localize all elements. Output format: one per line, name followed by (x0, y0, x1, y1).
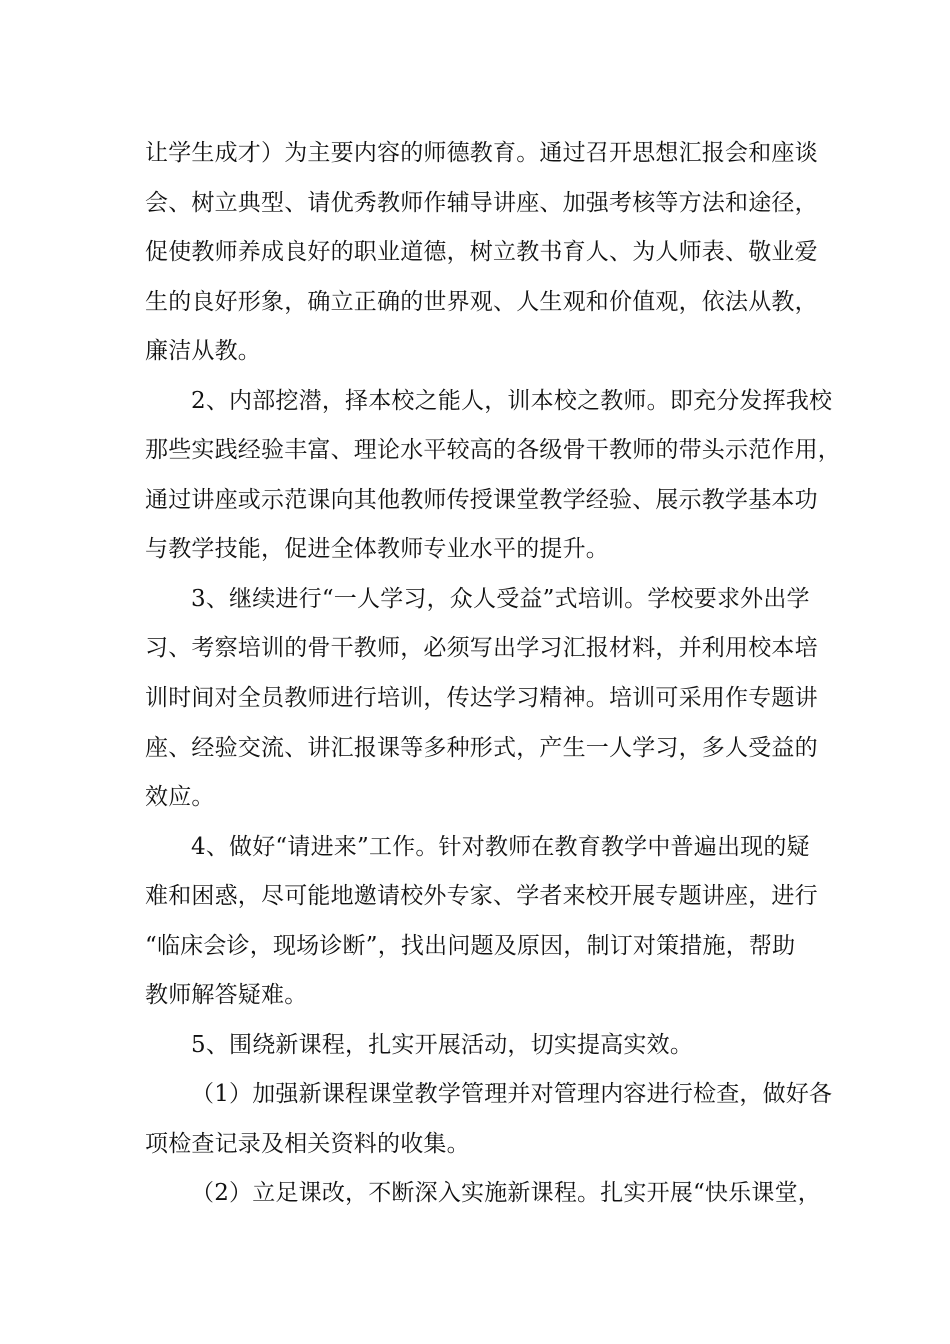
paragraph-first-line: 3、继续进行“一人学习，众人受益”式培训。学校要求外出学 (191, 585, 810, 612)
text-line: 教师解答疑难。 (145, 982, 308, 1009)
text-line: 习、考察培训的骨干教师，必须写出学习汇报材料，并利用校本培 (145, 635, 818, 662)
text-line: 通过讲座或示范课向其他教师传授课堂教学经验、展示教学基本功 (145, 486, 818, 513)
paragraph-first-line: 4、做好“请进来”工作。针对教师在教育教学中普遍出现的疑 (191, 833, 810, 860)
paragraph-first-line: （2）立足课改，不断深入实施新课程。扎实开展“快乐课堂， (191, 1180, 821, 1207)
text-line: 廉洁从教。 (145, 338, 261, 365)
text-line: 促使教师养成良好的职业道德，树立教书育人、为人师表、敬业爱 (145, 239, 818, 266)
text-line: 训时间对全员教师进行培训，传达学习精神。培训可采用作专题讲 (145, 685, 818, 712)
paragraph-first-line: 5、围绕新课程，扎实开展活动，切实提高实效。 (191, 1031, 694, 1058)
paragraph-first-line: 2、内部挖潜，择本校之能人，训本校之教师。即充分发挥我校 (191, 387, 833, 414)
text-line: 让学生成才）为主要内容的师德教育。通过召开思想汇报会和座谈 (145, 140, 818, 166)
text-line: 那些实践经验丰富、理论水平较高的各级骨干教师的带头示范作用， (145, 437, 841, 464)
text-line: 难和困惑，尽可能地邀请校外专家、学者来校开展专题讲座，进行 (145, 883, 818, 910)
text-line: 生的良好形象，确立正确的世界观、人生观和价值观，依法从教， (145, 288, 818, 315)
text-line: 与教学技能，促进全体教师专业水平的提升。 (145, 536, 609, 563)
text-line: 座、经验交流、讲汇报课等多种形式，产生一人学习，多人受益的 (145, 734, 818, 761)
text-line: 会、树立典型、请优秀教师作辅导讲座、加强考核等方法和途径， (145, 189, 818, 216)
paragraph-first-line: （1）加强新课程课堂教学管理并对管理内容进行检查，做好各 (191, 1081, 833, 1108)
text-line: “临床会诊，现场诊断”，找出问题及原因，制订对策措施，帮助 (145, 932, 796, 959)
text-line: 项检查记录及相关资料的收集。 (145, 1130, 470, 1157)
document-body (145, 129, 841, 1219)
text-line: 效应。 (145, 784, 215, 811)
